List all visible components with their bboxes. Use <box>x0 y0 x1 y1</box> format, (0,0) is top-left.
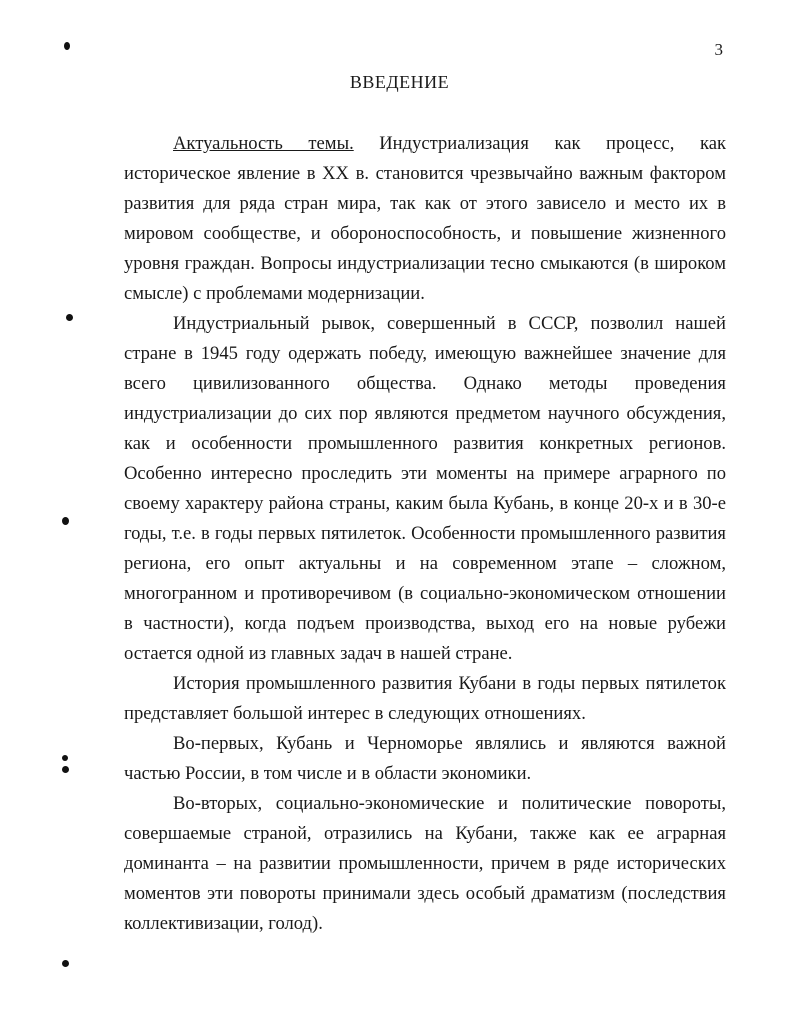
scan-speck <box>62 766 69 773</box>
paragraph-firstly: Во-первых, Кубань и Черноморье являлись и являются важной частью России, в том числе и в области экономики. <box>124 733 726 784</box>
scan-speck <box>62 755 68 761</box>
scan-speck <box>64 42 70 50</box>
section-lead: Актуальность темы. <box>173 133 354 154</box>
scan-speck <box>62 960 69 967</box>
paragraph-secondly: Во-вторых, социально-экономические и политические повороты, совершаемые страной, отразились на Кубани, также как ее аграрная доминанта – на развитии промышленности, причем в ряде исторических моментов эти повороты принимали здесь особый драматизм (последствия коллективизации, голод). <box>124 793 726 934</box>
scan-speck <box>66 314 73 321</box>
page-number: 3 <box>714 40 723 59</box>
paragraph-industrial-leap: Индустриальный рывок, совершенный в СССР, позволил нашей стране в 1945 году одержать победу, имеющую важнейшее значение для всего цивилизованного общества. Однако методы проведения индустриализации до сих пор являются предметом научного обсуждения, как и особенности промышленного развития конкретных регионов. Особенно интересно проследить эти моменты на примере аграрного по своему характеру района страны, каким была Кубань, в конце 20-х и в 30-е годы, т.е. в годы первых пятилеток. Особенности промышленного развития региона, его опыт актуальны и на современном этапе – сложном, многогранном и противоречивом (в социально-экономическом отношении в частности), когда подъем производства, выход его на новые рубежи остается одной из главных задач в нашей стране. <box>124 313 726 664</box>
paragraph-text: Индустриализация как процесс, как историческое явление в XX в. становится чрезвычайно важным фактором развития для ряда стран мира, так как от этого зависело и место их в мировом сообществе, и обороноспособность, и повышение жизненного уровня граждан. Вопросы индустриализации тесно смыкаются (в широком смысле) с проблемами модернизации. <box>124 133 726 304</box>
paragraph-history-interest: История промышленного развития Кубани в годы первых пятилеток представляет большой интерес в следующих отношениях. <box>124 673 726 724</box>
scan-speck <box>62 517 69 525</box>
paragraph-relevance <box>124 129 726 309</box>
body-text <box>124 129 726 939</box>
page-title: ВВЕДЕНИЕ <box>349 72 450 92</box>
